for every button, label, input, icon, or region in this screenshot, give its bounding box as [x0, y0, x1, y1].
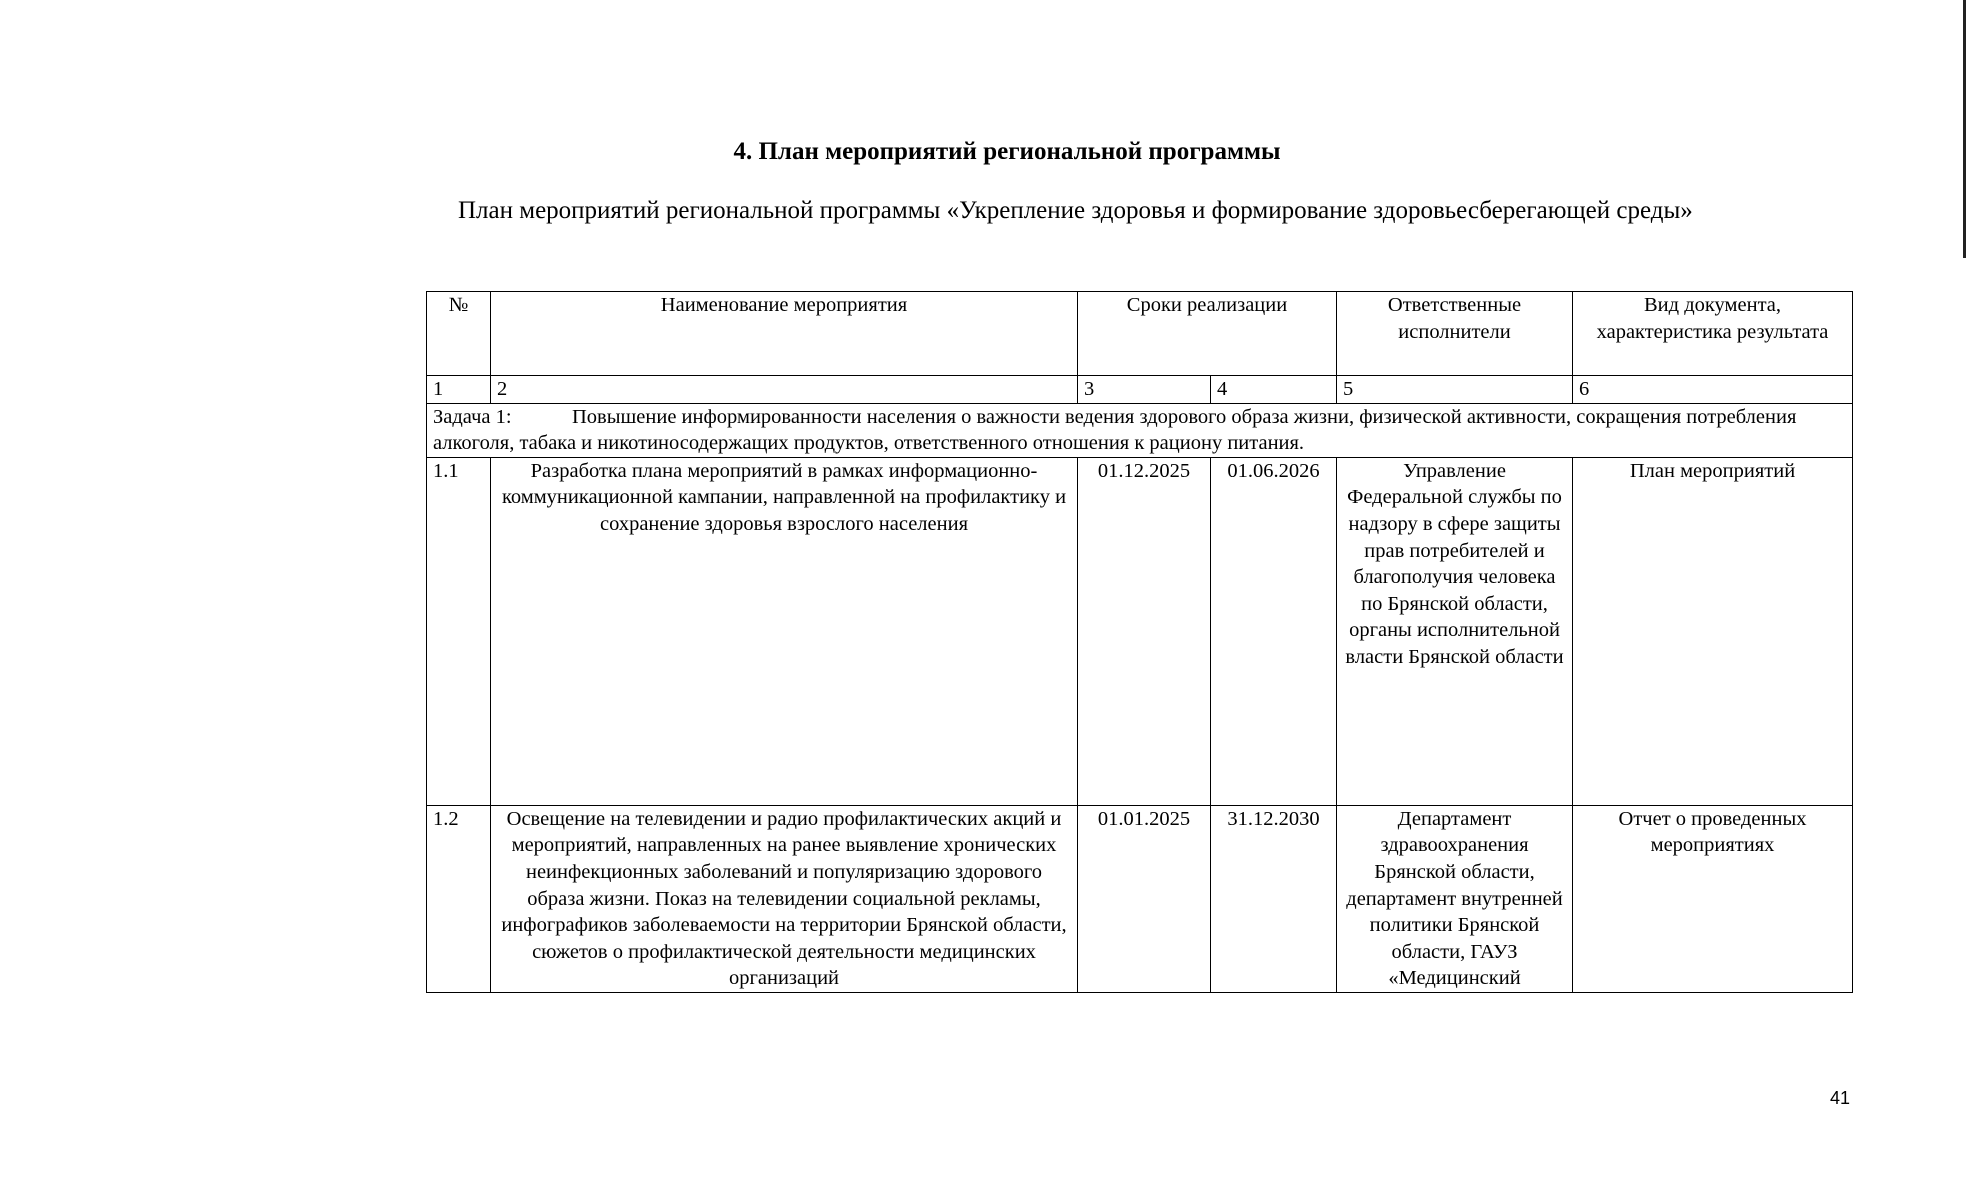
section-heading: 4. План мероприятий региональной программы	[733, 138, 1281, 165]
page-number: 41	[1830, 1088, 1851, 1108]
col-number: 5	[1337, 376, 1573, 404]
header-period: Сроки реализации	[1078, 292, 1337, 376]
row-start-date: 01.01.2025	[1078, 805, 1211, 992]
table-row	[427, 805, 1853, 992]
table-row	[427, 457, 1853, 805]
header-name: Наименование мероприятия	[491, 292, 1078, 376]
row-name: Разработка плана мероприятий в рамках информационно-коммуникационной кампании, направленной на профилактику и сохранение здоровья взрослого населения	[491, 457, 1078, 805]
scan-edge-line	[1963, 0, 1966, 258]
col-number: 2	[491, 376, 1078, 404]
task-cell	[427, 403, 1853, 457]
header-document: Вид документа, характеристика результата	[1573, 292, 1853, 376]
plan-subheading: План мероприятий региональной программы «Укрепление здоровья и формирование здоровьесберегающей среды»	[458, 197, 1693, 224]
header-num: №	[427, 292, 491, 376]
column-number-row	[427, 376, 1853, 404]
col-number: 6	[1573, 376, 1853, 404]
row-end-date: 01.06.2026	[1211, 457, 1337, 805]
row-document: План мероприятий	[1573, 457, 1853, 805]
row-start-date: 01.12.2025	[1078, 457, 1211, 805]
row-num: 1.2	[427, 805, 491, 992]
row-document: Отчет о проведенных мероприятиях	[1573, 805, 1853, 992]
row-end-date: 31.12.2030	[1211, 805, 1337, 992]
table-header-row	[427, 292, 1853, 376]
row-num: 1.1	[427, 457, 491, 805]
plan-table	[426, 291, 1853, 993]
col-number: 3	[1078, 376, 1211, 404]
task-row	[427, 403, 1853, 457]
row-responsible: Управление Федеральной службы по надзору в сфере защиты прав потребителей и благополучия человека по Брянской области, органы исполнительной власти Брянской области	[1337, 457, 1573, 805]
task-label: Задача 1:	[433, 405, 512, 428]
row-responsible: Департамент здравоохранения Брянской области, департамент внутренней политики Брянской области, ГАУЗ «Медицинский	[1337, 805, 1573, 992]
row-name: Освещение на телевидении и радио профилактических акций и мероприятий, направленных на ранее выявление хронических неинфекционных заболеваний и популяризацию здорового образа жизни. Показ на телевидении социальной рекламы, инфографиков заболеваемости на территории Брянской области, сюжетов о профилактической деятельности медицинских организаций	[491, 805, 1078, 992]
header-responsible: Ответственные исполнители	[1337, 292, 1573, 376]
col-number: 1	[427, 376, 491, 404]
col-number: 4	[1211, 376, 1337, 404]
task-text: Повышение информированности населения о важности ведения здорового образа жизни, физической активности, сокращения потребления алкоголя, табака и никотиносодержащих продуктов, ответственного отношения к рациону питания.	[433, 405, 1797, 455]
